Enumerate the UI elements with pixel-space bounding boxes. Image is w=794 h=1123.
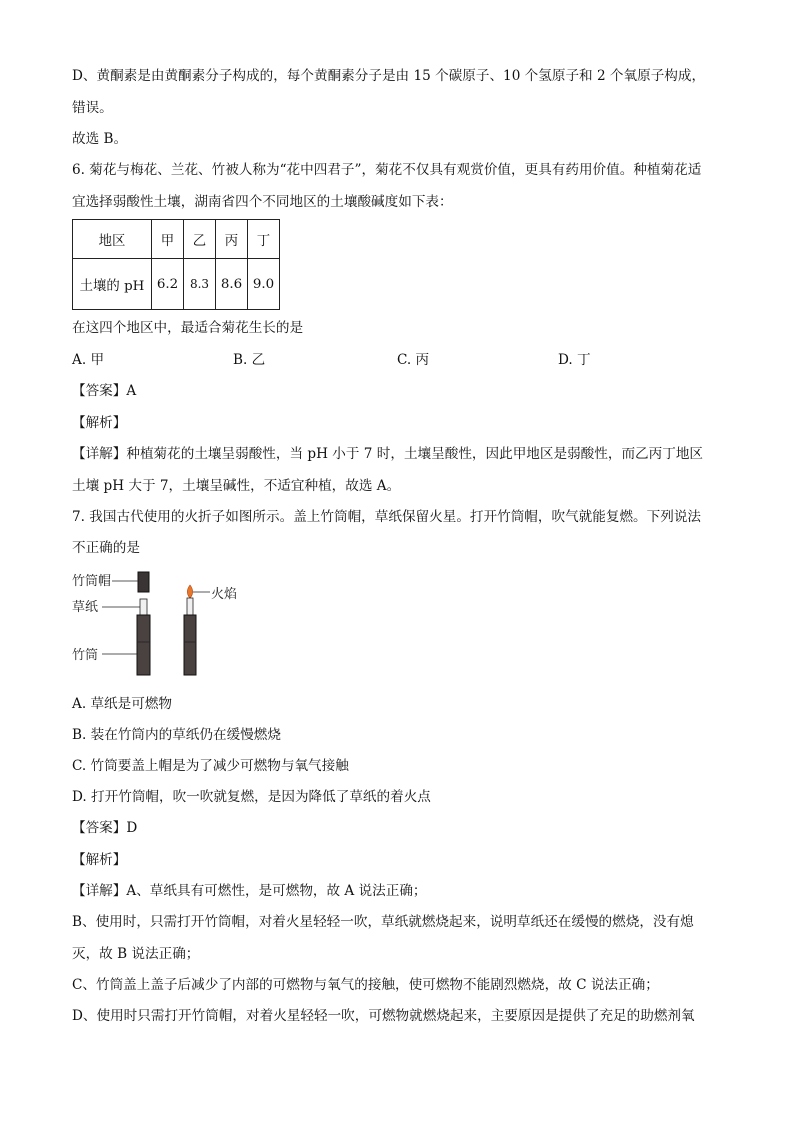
text-line: D、黄酮素是由黄酮素分子构成的，每个黄酮素分子是由 15 个碳原子、10 个氢原子和 2 个氧原子构成，: [72, 68, 706, 84]
label-cap: 竹筒帽: [72, 574, 112, 589]
bamboo-tube-open: [184, 615, 196, 675]
table-header-row: [73, 220, 280, 259]
q6-answer: 【答案】A: [72, 383, 137, 399]
q6-option-d: D. 丁: [558, 352, 591, 368]
q6-analysis-heading: 【解析】: [72, 415, 127, 431]
soil-ph-table: [72, 219, 280, 310]
table-row-label: 土壤的 pH: [73, 259, 152, 310]
q7-detail: B、使用时，只需打开竹筒帽，对着火星轻轻一吹，草纸就燃烧起来，说明草纸还在缓慢的燃烧，没有熄: [72, 914, 694, 930]
q7-detail: 灭，故 B 说法正确；: [72, 946, 200, 962]
label-flame: 火焰: [211, 587, 238, 602]
bamboo-tube: [137, 615, 150, 675]
q7-option-d: D. 打开竹筒帽，吹一吹就复燃，是因为降低了草纸的着火点: [72, 789, 431, 805]
question-7-stem: 不正确的是: [72, 540, 140, 556]
q7-detail: 【详解】A、草纸具有可燃性，是可燃物，故 A 说法正确；: [72, 883, 427, 899]
table-cell: 9.0: [248, 259, 280, 310]
bamboo-cap: [138, 572, 149, 592]
q7-answer: 【答案】D: [72, 820, 138, 836]
q7-analysis-heading: 【解析】: [72, 852, 127, 868]
paper-lit: [187, 598, 193, 616]
question-6-stem: 6. 菊花与梅花、兰花、竹被人称为“花中四君子”，菊花不仅具有观赏价值，更具有药用价值。种植菊花适: [72, 162, 702, 178]
question-7-stem: 7. 我国古代使用的火折子如图所示。盖上竹筒帽，草纸保留火星。打开竹筒帽，吹气就能复燃。下列说法: [72, 509, 702, 525]
table-row: [73, 259, 280, 310]
fire-starter-figure: [72, 568, 262, 680]
table-header-cell: 地区: [73, 220, 152, 259]
q7-option-b: B. 装在竹筒内的草纸仍在缓慢燃烧: [72, 727, 281, 743]
label-tube: 竹筒: [72, 648, 99, 663]
table-header-cell: 丙: [216, 220, 248, 259]
table-cell: 6.2: [152, 259, 184, 310]
question-6-prompt: 在这四个地区中，最适合菊花生长的是: [72, 320, 304, 336]
q7-option-a: A. 草纸是可燃物: [72, 696, 173, 712]
q7-option-c: C. 竹筒要盖上帽是为了减少可燃物与氧气接触: [72, 758, 349, 774]
q6-option-c: C. 丙: [397, 352, 430, 368]
q7-detail: C、竹筒盖上盖子后减少了内部的可燃物与氧气的接触，使可燃物不能剧烈燃烧，故 C 说法正确；: [72, 977, 659, 993]
table-header-cell: 甲: [152, 220, 184, 259]
q7-detail: D、使用时只需打开竹筒帽，对着火星轻轻一吹，可燃物就燃烧起来，主要原因是提供了充足的助燃剂氧: [72, 1008, 695, 1024]
q6-option-b: B. 乙: [233, 352, 266, 368]
question-6-stem: 宜选择弱酸性土壤，湖南省四个不同地区的土壤酸碱度如下表：: [72, 194, 453, 210]
table-header-cell: 乙: [184, 220, 216, 259]
q6-detail: 【详解】种植菊花的土壤呈弱酸性，当 pH 小于 7 时，土壤呈酸性，因此甲地区是弱酸性，而乙丙丁地区: [72, 446, 704, 462]
table-header-cell: 丁: [248, 220, 280, 259]
table-cell: 8.6: [216, 259, 248, 310]
text-line: 错误。: [72, 100, 113, 116]
q6-option-a: A. 甲: [72, 352, 105, 368]
q6-detail: 土壤 pH 大于 7，土壤呈碱性，不适宜种植，故选 A。: [72, 478, 401, 494]
flame-icon: [187, 585, 192, 598]
paper: [140, 599, 147, 615]
table-cell: 8.3: [184, 259, 216, 310]
label-paper: 草纸: [72, 600, 99, 615]
text-line: 故选 B。: [72, 131, 128, 147]
